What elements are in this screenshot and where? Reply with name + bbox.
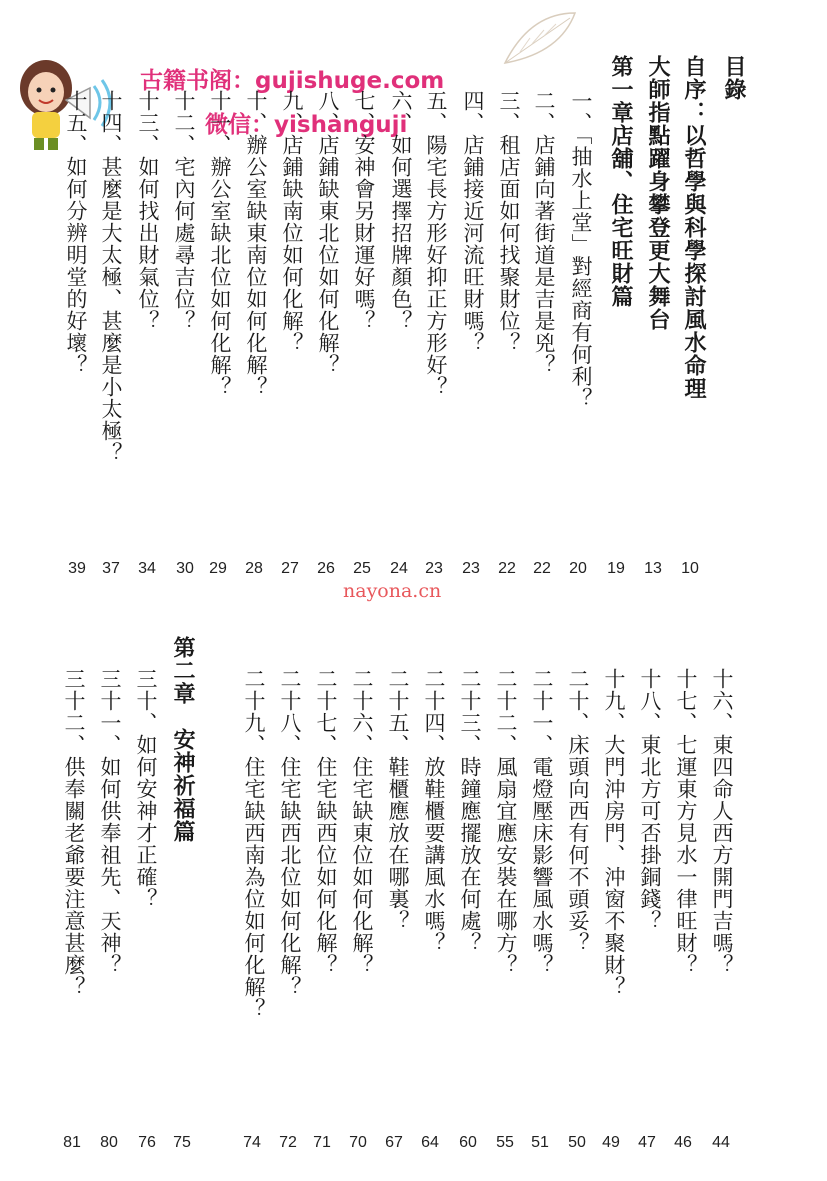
page-number: 34	[138, 560, 156, 577]
toc-item[interactable]: 十六、東四命人西方開門吉嗎？	[710, 668, 734, 976]
page-number: 74	[243, 1134, 261, 1151]
toc-item[interactable]: 三十、如何安神才正確？	[134, 668, 158, 910]
toc-item[interactable]: 十一、辦公室缺北位如何化解？	[208, 90, 232, 398]
toc-item[interactable]: 二十八、住宅缺西北位如何化解？	[278, 668, 302, 998]
toc-item[interactable]: 十二、宅內何處尋吉位？	[172, 90, 196, 332]
toc-item[interactable]: 三、租店面如何找聚財位？	[497, 90, 521, 354]
watermark-wechat: 微信：yishanguji	[205, 112, 408, 138]
master-entry[interactable]: 大師指點躍身攀登更大舞台	[645, 55, 671, 331]
page-number: 19	[607, 560, 625, 577]
toc-item[interactable]: 十三、如何找出財氣位？	[136, 90, 160, 332]
page-number: 22	[498, 560, 516, 577]
page-number: 75	[173, 1134, 191, 1151]
page-number: 81	[63, 1134, 81, 1151]
page-number: 55	[496, 1134, 514, 1151]
toc-item[interactable]: 二十四、放鞋櫃要講風水嗎？	[422, 668, 446, 954]
page-number: 47	[638, 1134, 656, 1151]
page-number: 72	[279, 1134, 297, 1151]
page-number: 67	[385, 1134, 403, 1151]
toc-item[interactable]: 十五、如何分辨明堂的好壞？	[64, 90, 88, 376]
toc-item[interactable]: 三十二、供奉關老爺要注意甚麼？	[62, 668, 86, 998]
toc-item[interactable]: 十九、大門沖房門、沖窗不聚財？	[602, 668, 626, 998]
page-number: 23	[425, 560, 443, 577]
page-number: 30	[176, 560, 194, 577]
page-number: 26	[317, 560, 335, 577]
chapter2-heading[interactable]: 第二章 安神祈福篇	[170, 636, 196, 843]
chapter1-heading[interactable]: 第一章店舖、住宅旺財篇	[608, 55, 634, 308]
page-number: 60	[459, 1134, 477, 1151]
page-number: 10	[681, 560, 699, 577]
page-number: 76	[138, 1134, 156, 1151]
toc-item[interactable]: 五、陽宅長方形好抑正方形好？	[424, 90, 448, 398]
page-number: 27	[281, 560, 299, 577]
toc-item[interactable]: 二、店鋪向著街道是吉是兇？	[532, 90, 556, 376]
page-number: 25	[353, 560, 371, 577]
toc-item[interactable]: 二十、床頭向西有何不頭妥？	[566, 668, 590, 954]
toc-item[interactable]: 三十一、如何供奉祖先、天神？	[98, 668, 122, 976]
page-number: 44	[712, 1134, 730, 1151]
page-number: 13	[644, 560, 662, 577]
toc-item[interactable]: 十七、七運東方見水一律旺財？	[674, 668, 698, 976]
toc-item[interactable]: 二十七、住宅缺西位如何化解？	[314, 668, 338, 976]
page-number: 37	[102, 560, 120, 577]
toc-item[interactable]: 二十九、住宅缺西南為位如何化解？	[242, 668, 266, 1020]
page-number: 49	[602, 1134, 620, 1151]
toc-title: 目錄	[721, 55, 747, 101]
page-number: 24	[390, 560, 408, 577]
toc-item[interactable]: 六、如何選擇招牌顏色？	[389, 90, 413, 332]
toc-item[interactable]: 二十一、電燈壓床影響風水嗎？	[530, 668, 554, 976]
page-number: 20	[569, 560, 587, 577]
leaf-decoration-icon	[500, 8, 580, 68]
toc-item[interactable]: 八、店鋪缺東北位如何化解？	[316, 90, 340, 376]
page-number: 71	[313, 1134, 331, 1151]
toc-item[interactable]: 一、「抽水上堂」對經商有何利？	[569, 90, 593, 410]
page-number: 39	[68, 560, 86, 577]
page-number: 80	[100, 1134, 118, 1151]
toc-item[interactable]: 二十六、住宅缺東位如何化解？	[350, 668, 374, 976]
page-number: 64	[421, 1134, 439, 1151]
toc-item[interactable]: 十四、甚麼是大太極、甚麼是小太極？	[99, 90, 123, 464]
page-number: 22	[533, 560, 551, 577]
toc-item[interactable]: 二十三、時鐘應擺放在何處？	[458, 668, 482, 954]
page-number: 51	[531, 1134, 549, 1151]
toc-item[interactable]: 十八、東北方可否掛銅錢？	[638, 668, 662, 932]
toc-item[interactable]: 七、安神會另財運好嗎？	[352, 90, 376, 332]
page-number: 23	[462, 560, 480, 577]
watermark-domain: nayona.cn	[343, 580, 442, 602]
page-number: 29	[209, 560, 227, 577]
page-number: 70	[349, 1134, 367, 1151]
page-number: 28	[245, 560, 263, 577]
page-number: 50	[568, 1134, 586, 1151]
toc-item[interactable]: 二十五、鞋櫃應放在哪裏？	[386, 668, 410, 932]
page-number: 46	[674, 1134, 692, 1151]
preface-entry[interactable]: 自序：以哲學與科學探討風水命理	[681, 55, 707, 400]
toc-item[interactable]: 十、辦公室缺東南位如何化解？	[244, 90, 268, 398]
watermark-site: 古籍书阁：gujishuge.com	[140, 68, 445, 94]
toc-item[interactable]: 二十二、風扇宜應安裝在哪方？	[494, 668, 518, 976]
toc-item[interactable]: 四、店鋪接近河流旺財嗎？	[461, 90, 485, 354]
toc-item[interactable]: 九、店鋪缺南位如何化解？	[280, 90, 304, 354]
